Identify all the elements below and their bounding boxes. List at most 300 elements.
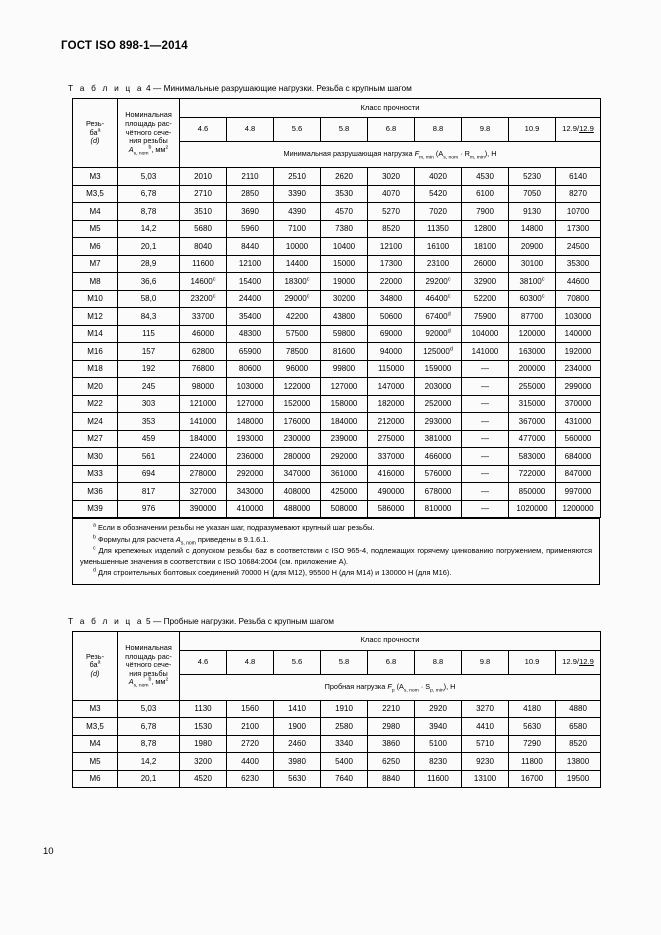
cell-load-value: 42200 — [274, 308, 321, 326]
cell-load-value: 26000 — [462, 255, 509, 273]
cell-load-value: 67400$^d$ — [415, 308, 462, 326]
cell-load-value: 3390 — [274, 185, 321, 203]
note-a-text: Если в обозначении резьбы не указан шаг, подразумевают крупный шаг резьбы. — [97, 523, 375, 532]
cell-load-value: 477000 — [509, 430, 556, 448]
cell-load-value: 7020 — [415, 203, 462, 221]
cell-load-value: 4180 — [509, 700, 556, 718]
formula-prefix: Пробная нагрузка — [324, 681, 388, 691]
cell-load-value: 200000 — [509, 360, 556, 378]
cell-load-value: 78500 — [274, 343, 321, 361]
cell-load-value: 46000 — [180, 325, 227, 343]
cell-load-value: 1200000 — [556, 500, 601, 518]
cell-load-value: 2850 — [227, 185, 274, 203]
formula-suffix: ), Н — [443, 681, 456, 691]
table-row — [73, 185, 601, 203]
cell-load-value: 3510 — [180, 203, 227, 221]
cell-load-value: 4390 — [274, 203, 321, 221]
cell-load-value: 141000 — [462, 343, 509, 361]
cell-load-value: 5420 — [415, 185, 462, 203]
cell-load-value: 43800 — [321, 308, 368, 326]
thread-footnote-marker: a — [97, 659, 101, 666]
table-row — [73, 255, 601, 273]
cell-load-value: 92000$^d$ — [415, 325, 462, 343]
cell-stress-area: 245 — [118, 378, 180, 396]
cell-footnote-marker: c — [212, 275, 216, 282]
cell-load-value: 7380 — [321, 220, 368, 238]
cell-load-value: 163000 — [509, 343, 556, 361]
thread-line1: Резь- — [85, 651, 105, 661]
table-row — [73, 343, 601, 361]
strength-class-header: 5.8 — [321, 118, 368, 142]
cell-thread-designation: M4 — [73, 203, 118, 221]
table4-th-formula — [180, 142, 601, 168]
cell-load-value: 275000 — [368, 430, 415, 448]
strength-class-header — [556, 118, 601, 142]
class-plain: 12.9/ — [562, 656, 580, 666]
cell-load-value: 14600$^c$ — [180, 273, 227, 291]
note-d-text: Для строительных болтовых соединений 70000 Н (для M12), 95500 Н (для M14) и 130000 Н (для M16). — [97, 568, 452, 578]
cell-load-value: 8440 — [227, 238, 274, 256]
strength-class-header — [556, 650, 601, 674]
cell-load-value: 5270 — [368, 203, 415, 221]
cell-load-value: 121000 — [180, 395, 227, 413]
cell-load-value: 4410 — [462, 718, 509, 736]
cell-load-value: 6580 — [556, 718, 601, 736]
cell-load-value: 70800 — [556, 290, 601, 308]
cell-load-value: 15400 — [227, 273, 274, 291]
cell-load-value: 12800 — [462, 220, 509, 238]
cell-load-value: 192000 — [556, 343, 601, 361]
cell-load-value: 3020 — [368, 168, 415, 186]
cell-load-value: 7900 — [462, 203, 509, 221]
note-c — [80, 546, 592, 567]
cell-load-value: 203000 — [415, 378, 462, 396]
cell-load-value: 12100 — [227, 255, 274, 273]
cell-load-value: — — [462, 395, 509, 413]
cell-load-value: 32900 — [462, 273, 509, 291]
cell-load-value: 12100 — [368, 238, 415, 256]
cell-load-value: 50600 — [368, 308, 415, 326]
cell-load-value: 20900 — [509, 238, 556, 256]
strength-class-header: 4.6 — [180, 118, 227, 142]
cell-load-value: 212000 — [368, 413, 415, 431]
cell-thread-designation: M16 — [73, 343, 118, 361]
area-line3: чётного сече- — [125, 127, 172, 137]
cell-load-value: 35300 — [556, 255, 601, 273]
cell-load-value: 3270 — [462, 700, 509, 718]
cell-stress-area: 5,03 — [118, 168, 180, 186]
table5-caption-text: — Пробные нагрузки. Резьба с крупным шагом — [152, 615, 334, 626]
cell-load-value: 560000 — [556, 430, 601, 448]
cell-load-value: 3200 — [180, 753, 227, 771]
cell-load-value: 1910 — [321, 700, 368, 718]
note-d-marker: d — [93, 567, 96, 574]
cell-load-value: 8270 — [556, 185, 601, 203]
cell-thread-designation: M22 — [73, 395, 118, 413]
cell-load-value: 62800 — [180, 343, 227, 361]
cell-load-value: 3980 — [274, 753, 321, 771]
cell-thread-designation: M3 — [73, 700, 118, 718]
cell-load-value: 104000 — [462, 325, 509, 343]
formula-a-sub: s, nom — [443, 155, 459, 161]
cell-load-value: — — [462, 465, 509, 483]
formula-dot: · R — [458, 149, 470, 159]
cell-load-value: 81600 — [321, 343, 368, 361]
table4-notes — [72, 518, 600, 585]
cell-load-value: 292000 — [321, 448, 368, 466]
thread-footnote-marker: a — [97, 127, 101, 134]
cell-load-value: 390000 — [180, 500, 227, 518]
cell-thread-designation: M5 — [73, 753, 118, 771]
cell-load-value: 2920 — [415, 700, 462, 718]
table-row — [73, 735, 601, 753]
cell-load-value: 299000 — [556, 378, 601, 396]
running-head: ГОСТ ISO 898-1—2014 — [61, 40, 188, 52]
cell-load-value: 19500 — [556, 770, 601, 788]
cell-load-value: 847000 — [556, 465, 601, 483]
table-row — [73, 395, 601, 413]
cell-load-value: 87700 — [509, 308, 556, 326]
cell-footnote-marker: d — [449, 345, 453, 352]
cell-load-value: 583000 — [509, 448, 556, 466]
cell-load-value: 13100 — [462, 770, 509, 788]
cell-stress-area: 694 — [118, 465, 180, 483]
cell-load-value: 23200$^c$ — [180, 290, 227, 308]
cell-load-value: 293000 — [415, 413, 462, 431]
cell-load-value: 1020000 — [509, 500, 556, 518]
cell-stress-area: 353 — [118, 413, 180, 431]
cell-load-value: 234000 — [556, 360, 601, 378]
cell-load-value: 16700 — [509, 770, 556, 788]
cell-load-value: 4570 — [321, 203, 368, 221]
cell-load-value: 5400 — [321, 753, 368, 771]
cell-load-value: 30100 — [509, 255, 556, 273]
note-c-marker: c — [93, 545, 96, 552]
cell-load-value: 57500 — [274, 325, 321, 343]
cell-load-value: 6250 — [368, 753, 415, 771]
cell-load-value: 347000 — [274, 465, 321, 483]
cell-load-value: 127000 — [227, 395, 274, 413]
cell-load-value: 22000 — [368, 273, 415, 291]
cell-thread-designation: M24 — [73, 413, 118, 431]
cell-stress-area: 8,78 — [118, 203, 180, 221]
cell-thread-designation: M30 — [73, 448, 118, 466]
cell-load-value: 343000 — [227, 483, 274, 501]
table-row — [73, 483, 601, 501]
cell-load-value: 10700 — [556, 203, 601, 221]
table5-th-formula — [180, 675, 601, 701]
cell-load-value: 490000 — [368, 483, 415, 501]
table5-caption-number: 5 — [146, 615, 151, 626]
cell-load-value: 4880 — [556, 700, 601, 718]
cell-thread-designation: M7 — [73, 255, 118, 273]
cell-load-value: 2010 — [180, 168, 227, 186]
cell-load-value: 140000 — [556, 325, 601, 343]
cell-load-value: 5230 — [509, 168, 556, 186]
cell-load-value: 120000 — [509, 325, 556, 343]
cell-load-value: 5630 — [274, 770, 321, 788]
formula-f: F — [414, 149, 420, 159]
strength-class-header: 8.8 — [415, 650, 462, 674]
cell-load-value: 431000 — [556, 413, 601, 431]
formula-f-sub: m, min — [419, 155, 434, 161]
cell-load-value: 11600 — [180, 255, 227, 273]
cell-stress-area: 192 — [118, 360, 180, 378]
cell-thread-designation: M36 — [73, 483, 118, 501]
cell-thread-designation: M18 — [73, 360, 118, 378]
cell-load-value: 3690 — [227, 203, 274, 221]
cell-load-value: 3860 — [368, 735, 415, 753]
cell-load-value: 239000 — [321, 430, 368, 448]
cell-load-value: 18100 — [462, 238, 509, 256]
table-row — [73, 238, 601, 256]
table4-caption-text: — Минимальные разрушающие нагрузки. Резьба с крупным шагом — [152, 83, 412, 93]
cell-thread-designation: M3,5 — [73, 185, 118, 203]
cell-load-value: 65900 — [227, 343, 274, 361]
cell-load-value: 1900 — [274, 718, 321, 736]
cell-footnote-marker: d — [447, 328, 451, 335]
cell-load-value: 1980 — [180, 735, 227, 753]
strength-class-header: 10.9 — [509, 118, 556, 142]
cell-load-value: 52200 — [462, 290, 509, 308]
cell-load-value: 152000 — [274, 395, 321, 413]
cell-load-value: 850000 — [509, 483, 556, 501]
cell-load-value: — — [462, 500, 509, 518]
table-row — [73, 465, 601, 483]
thread-line3: (d) — [90, 136, 100, 146]
note-d — [80, 568, 592, 579]
cell-load-value: 8840 — [368, 770, 415, 788]
note-b-post: приведены в 9.1.6.1. — [195, 534, 269, 544]
cell-stress-area: 20,1 — [118, 770, 180, 788]
table-row — [73, 718, 601, 736]
table4-th-strength-class: Класс прочности — [180, 99, 601, 118]
cell-load-value: 9130 — [509, 203, 556, 221]
cell-load-value: 224000 — [180, 448, 227, 466]
table4-body — [73, 168, 601, 518]
note-b-pre: Формулы для расчета — [97, 534, 176, 544]
formula-a-sub: s, nom — [403, 688, 419, 694]
table5-th-thread — [73, 631, 118, 700]
table-row — [73, 700, 601, 718]
strength-class-header: 5.6 — [274, 650, 321, 674]
note-a — [80, 523, 592, 534]
note-a-marker: a — [93, 522, 96, 529]
table-row — [73, 168, 601, 186]
cell-load-value: 7100 — [274, 220, 321, 238]
cell-load-value: — — [462, 430, 509, 448]
table-row — [73, 325, 601, 343]
cell-stress-area: 36,6 — [118, 273, 180, 291]
cell-load-value: 75900 — [462, 308, 509, 326]
cell-load-value: 14400 — [274, 255, 321, 273]
strength-class-header: 5.6 — [274, 118, 321, 142]
cell-load-value: 80600 — [227, 360, 274, 378]
cell-load-value: — — [462, 360, 509, 378]
cell-load-value: 8230 — [415, 753, 462, 771]
cell-load-value: 16100 — [415, 238, 462, 256]
cell-load-value: 11350 — [415, 220, 462, 238]
strength-class-header: 10.9 — [509, 650, 556, 674]
cell-footnote-marker: c — [306, 293, 310, 300]
note-b-symbol: A — [175, 534, 181, 544]
cell-load-value: 367000 — [509, 413, 556, 431]
cell-load-value: 11800 — [509, 753, 556, 771]
cell-load-value: 96000 — [274, 360, 321, 378]
area-unit: , мм — [151, 144, 166, 154]
cell-thread-designation: M6 — [73, 238, 118, 256]
cell-thread-designation: M3 — [73, 168, 118, 186]
cell-load-value: 60300$^c$ — [509, 290, 556, 308]
cell-stress-area: 28,9 — [118, 255, 180, 273]
note-c-text: Для крепежных изделий с допуском резьбы 6az в соответствии с ISO 965-4, подлежащих горячему цинкованию погружением, применяются уменьшенные значения в соответствии с ISO 10684:2004 (см. приложение А). — [80, 546, 592, 566]
cell-load-value: 99800 — [321, 360, 368, 378]
cell-load-value: 24500 — [556, 238, 601, 256]
area-line2: площадь рас- — [125, 651, 172, 661]
cell-stress-area: 14,2 — [118, 753, 180, 771]
cell-load-value: 2720 — [227, 735, 274, 753]
cell-load-value: 255000 — [509, 378, 556, 396]
formula-mid: (A — [394, 681, 404, 691]
cell-load-value: 4400 — [227, 753, 274, 771]
cell-load-value: 2110 — [227, 168, 274, 186]
cell-load-value: 17300 — [556, 220, 601, 238]
table4-header-row-1 — [73, 99, 601, 118]
cell-load-value: 182000 — [368, 395, 415, 413]
strength-class-header: 6.8 — [368, 118, 415, 142]
cell-load-value: — — [462, 483, 509, 501]
cell-thread-designation: M33 — [73, 465, 118, 483]
cell-stress-area: 84,3 — [118, 308, 180, 326]
note-b-marker: b — [93, 534, 96, 541]
cell-footnote-marker: c — [447, 293, 451, 300]
cell-load-value: 127000 — [321, 378, 368, 396]
cell-load-value: 9230 — [462, 753, 509, 771]
cell-stress-area: 976 — [118, 500, 180, 518]
area-symbol: A — [128, 677, 134, 687]
cell-load-value: 4530 — [462, 168, 509, 186]
table5-body — [73, 700, 601, 788]
cell-load-value: 678000 — [415, 483, 462, 501]
page-content — [40, 40, 620, 788]
cell-load-value: 410000 — [227, 500, 274, 518]
cell-load-value: 370000 — [556, 395, 601, 413]
formula-f-sub: p — [391, 688, 395, 694]
cell-load-value: 33700 — [180, 308, 227, 326]
table5-th-strength-class: Класс прочности — [180, 631, 601, 650]
cell-load-value: 1560 — [227, 700, 274, 718]
cell-load-value: 327000 — [180, 483, 227, 501]
class-underlined: 12.9 — [579, 124, 594, 134]
area-line1: Номинальная — [125, 643, 172, 653]
table4-caption — [68, 83, 620, 93]
strength-class-header: 4.6 — [180, 650, 227, 674]
cell-load-value: 6100 — [462, 185, 509, 203]
cell-thread-designation: M8 — [73, 273, 118, 291]
cell-load-value: 184000 — [321, 413, 368, 431]
area-line1: Номинальная — [125, 110, 172, 120]
cell-load-value: 408000 — [274, 483, 321, 501]
cell-stress-area: 157 — [118, 343, 180, 361]
strength-class-header: 5.8 — [321, 650, 368, 674]
area-unit-exponent: 2 — [165, 678, 169, 684]
cell-load-value: 416000 — [368, 465, 415, 483]
note-b-subscript: s, nom — [180, 539, 196, 546]
table4-th-stress-area — [118, 99, 180, 168]
cell-load-value: 361000 — [321, 465, 368, 483]
cell-load-value: 5710 — [462, 735, 509, 753]
table-row — [73, 273, 601, 291]
area-unit: , мм — [151, 677, 166, 687]
cell-load-value: 29000$^c$ — [274, 290, 321, 308]
cell-load-value: 44600 — [556, 273, 601, 291]
formula-prefix: Минимальная разрушающая нагрузка — [283, 149, 415, 159]
cell-load-value: 30200 — [321, 290, 368, 308]
cell-load-value: 125000$^d$ — [415, 343, 462, 361]
cell-stress-area: 8,78 — [118, 735, 180, 753]
cell-stress-area: 817 — [118, 483, 180, 501]
formula-f: F — [387, 681, 392, 691]
cell-load-value: 7290 — [509, 735, 556, 753]
cell-load-value: 24400 — [227, 290, 274, 308]
cell-load-value: 2460 — [274, 735, 321, 753]
cell-thread-designation: M10 — [73, 290, 118, 308]
cell-load-value: 15000 — [321, 255, 368, 273]
table5-caption-label: Т а б л и ц а — [68, 615, 144, 626]
table-row — [73, 413, 601, 431]
table-row — [73, 770, 601, 788]
cell-load-value: 115000 — [368, 360, 415, 378]
thread-line2: ба — [89, 660, 98, 670]
table-row — [73, 308, 601, 326]
cell-load-value: 6230 — [227, 770, 274, 788]
cell-load-value: 2100 — [227, 718, 274, 736]
cell-load-value: 722000 — [509, 465, 556, 483]
cell-load-value: 103000 — [556, 308, 601, 326]
cell-load-value: 586000 — [368, 500, 415, 518]
area-unit-exponent: 2 — [165, 145, 169, 151]
cell-load-value: 508000 — [321, 500, 368, 518]
cell-load-value: 184000 — [180, 430, 227, 448]
cell-load-value: 7050 — [509, 185, 556, 203]
cell-load-value: — — [462, 413, 509, 431]
table-row — [73, 360, 601, 378]
cell-load-value: 466000 — [415, 448, 462, 466]
cell-load-value: 4070 — [368, 185, 415, 203]
cell-load-value: 4520 — [180, 770, 227, 788]
cell-load-value: 34800 — [368, 290, 415, 308]
cell-stress-area: 459 — [118, 430, 180, 448]
cell-stress-area: 6,78 — [118, 185, 180, 203]
cell-stress-area: 58,0 — [118, 290, 180, 308]
cell-load-value: 2510 — [274, 168, 321, 186]
cell-load-value: 18300$^c$ — [274, 273, 321, 291]
cell-thread-designation: M4 — [73, 735, 118, 753]
cell-load-value: 4020 — [415, 168, 462, 186]
cell-load-value: 488000 — [274, 500, 321, 518]
cell-load-value: 76800 — [180, 360, 227, 378]
cell-footnote-marker: c — [212, 293, 216, 300]
cell-load-value: 94000 — [368, 343, 415, 361]
class-underlined: 12.9 — [579, 656, 594, 666]
area-line4: ния резьбы — [129, 668, 168, 678]
formula-dot: · S — [418, 681, 431, 691]
formula-suffix: ), Н — [484, 149, 497, 159]
cell-load-value: 8520 — [368, 220, 415, 238]
cell-thread-designation: M27 — [73, 430, 118, 448]
cell-load-value: 38100$^c$ — [509, 273, 556, 291]
cell-footnote-marker: c — [306, 275, 310, 282]
